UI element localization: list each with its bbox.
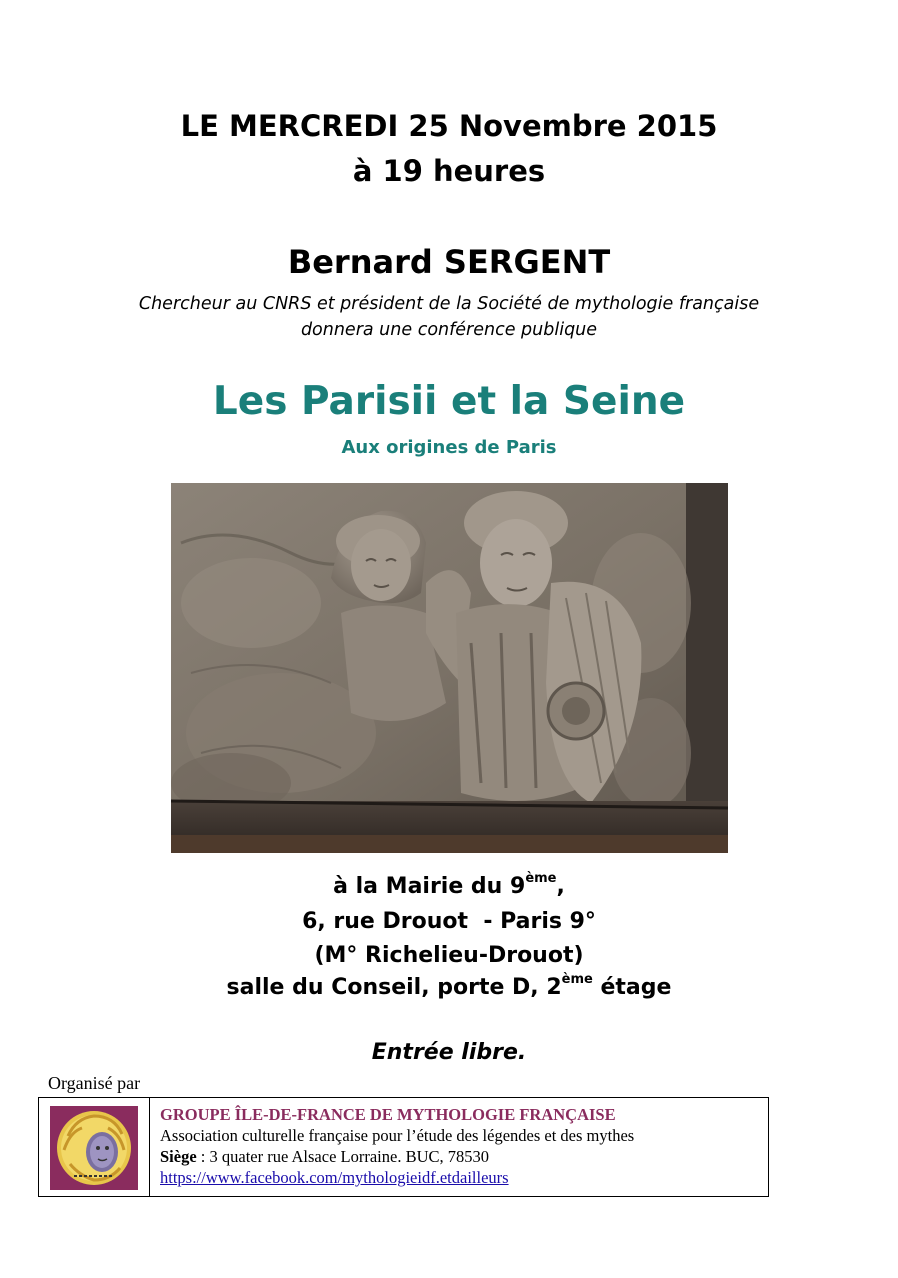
organizer-seat: [160, 1146, 634, 1167]
venue-line-3: (M° Richelieu-Drouot): [314, 943, 584, 968]
venue-line-2: 6, rue Drouot - Paris 9°: [302, 909, 596, 934]
venue-line-1: [0, 872, 898, 902]
venue-line-1-suffix: ,: [556, 874, 565, 899]
event-time: à 19 heures: [352, 154, 546, 188]
talk-title: Les Parisii et la Seine: [212, 379, 686, 424]
speaker-name: Bernard SERGENT: [287, 243, 611, 281]
stone-relief-photo: [171, 483, 728, 853]
venue-line-4-sup: ème: [561, 971, 593, 987]
venue-line-4-text: salle du Conseil, porte D, 2: [226, 975, 562, 1000]
organizer-name: GROUPE ÎLE-DE-FRANCE DE MYTHOLOGIE FRANÇAISE: [160, 1105, 616, 1124]
entry-free: Entrée libre.: [371, 1040, 527, 1065]
organizer-box: [38, 1097, 769, 1197]
speaker-role: Chercheur au CNRS et président de la Société de mythologie française: [138, 294, 760, 314]
talk-subtitle: Aux origines de Paris: [341, 437, 557, 458]
organizer-seat-label: Siège: [160, 1147, 197, 1166]
organized-by-label: Organisé par: [48, 1073, 141, 1093]
venue-line-4-suffix: étage: [592, 975, 672, 1000]
organizer-logo-icon: [50, 1106, 138, 1190]
organizer-seat-value: : 3 quater rue Alsace Lorraine. BUC, 78530: [196, 1147, 490, 1166]
organizer-logo-cell: [39, 1098, 150, 1196]
venue-line-4: [0, 973, 898, 1003]
organizer-text: [160, 1104, 634, 1188]
venue-line-1-sup: ème: [525, 870, 557, 886]
organizer-facebook-link[interactable]: https://www.facebook.com/mythologieidf.etdailleurs: [160, 1168, 509, 1187]
speaker-action: donnera une conférence publique: [300, 320, 598, 340]
venue-line-1-text: à la Mairie du 9: [333, 874, 526, 899]
event-date: LE MERCREDI 25 Novembre 2015: [180, 109, 718, 143]
organizer-description: Association culturelle française pour l’étude des légendes et des mythes: [160, 1126, 635, 1145]
